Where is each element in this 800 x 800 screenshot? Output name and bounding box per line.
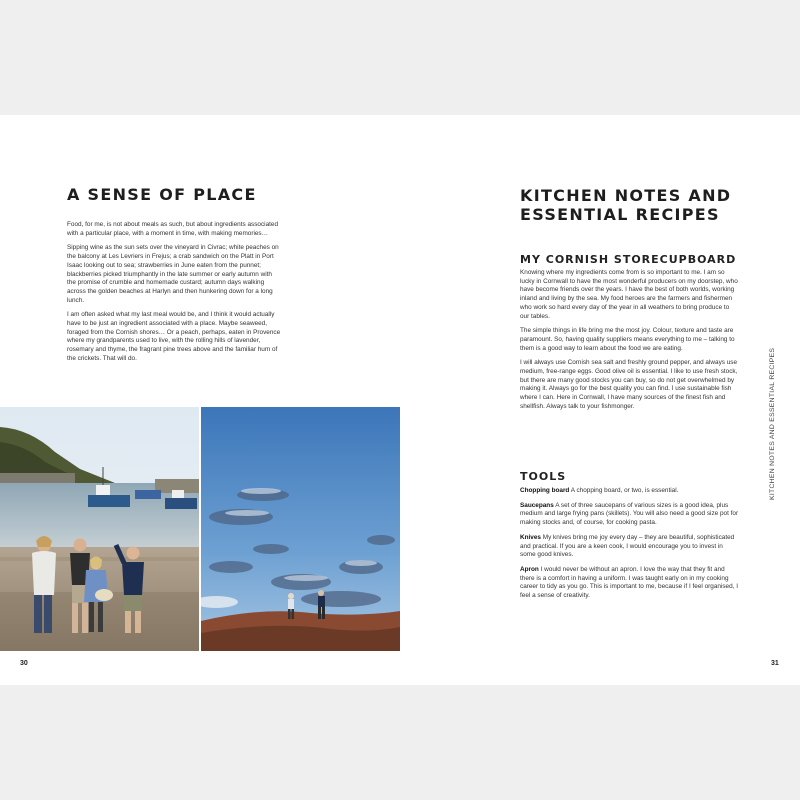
tool-text: I would never be without an apron. I love the way that they fit and there is a comfort in having a uniform. I was taught early on in my cooking career to tidy as you go. This is important to me, because if I feel organised, I feel a sense of creativity. (520, 565, 738, 600)
left-page-title: A SENSE OF PLACE (67, 185, 257, 204)
tool-entry (520, 487, 740, 496)
tool-text: My knives bring me joy every day – they are beautiful, sophisticated and practical. If you are a keen cook, I would encourage you to invest in some good knives. (520, 533, 735, 559)
tool-term: Chopping board (520, 487, 570, 494)
page-number-right: 31 (771, 660, 779, 667)
paragraph: The simple things in life bring me the most joy. Colour, texture and taste are paramount. So, having quality suppliers means everything to me – talking to them is a good way to learn about the food we are eating. (520, 327, 735, 352)
title-line-2: ESSENTIAL RECIPES (520, 205, 720, 224)
right-page (400, 115, 800, 685)
running-head: KITCHEN NOTES AND ESSENTIAL RECIPES (769, 347, 776, 500)
tool-entry (520, 566, 740, 601)
paragraph: I am often asked what my last meal would be, and I think it would actually have to be just an ingredient associated with a place. Maybe seaweed, foraged from the Cornish shores… Or a peach, perhaps, eaten in Provence where my grandparents used to live, with the rolling hills of lavender, rosemary and thyme, the fragrant pine trees above and the familiar hum of the crickets. That will do. (67, 311, 281, 362)
book-spread (0, 115, 800, 685)
tools-heading: TOOLS (520, 470, 567, 483)
cliff-walk-photo (201, 407, 400, 651)
paragraph: Sipping wine as the sun sets over the vineyard in Civrac; white peaches on the balcony at Les Levriers in Frejus; a crab sandwich on the Platt in Port Isaac looking out to sea; strawberries in June eaten from the punnet; blackberries picked triumphantly in the late summer or early autumn with the promise of crumble and homemade custard; autumn days walking across the golden beaches at Harlyn and then hunkering down for a long lunch. (67, 244, 279, 304)
paragraph: I will always use Cornish sea salt and freshly ground pepper, and always use medium, free-range eggs. Good olive oil is essential. I like to use fresh stock, but there are many good stocks you can buy, so do not get overwhelmed by making it. Always go for the best quality you can find. I use sustainable fish where I can. Here in Cornwall, I have many sources of the finest fish and shellfish. Always talk to your fishmonger. (520, 359, 738, 410)
storecupboard-body (520, 269, 740, 418)
tool-text: A set of three saucepans of various sizes is a good idea, plus medium and large frying pans (skillets). You will also need a good size pot for making stocks and, of course, for cooking pasta. (520, 501, 739, 527)
harbour-family-photo (0, 407, 199, 651)
paragraph: Knowing where my ingredients come from is so important to me. I am so lucky in Cornwall to have the most wonderful producers on my doorstep, who have become friends over the years. I have the best of both worlds, working inland and living by the sea. My food heroes are the farmers and fishermen who work so hard every day of the year in all weathers to bring produce to our tables. (520, 269, 738, 320)
tool-term: Saucepans (520, 501, 554, 509)
title-line-1: KITCHEN NOTES AND (520, 186, 732, 205)
page-number-left: 30 (20, 660, 28, 667)
storecupboard-heading: MY CORNISH STORECUPBOARD (520, 253, 737, 266)
tools-body (520, 487, 740, 607)
tool-entry (520, 502, 740, 528)
right-page-title (520, 186, 731, 224)
tool-entry (520, 534, 740, 560)
paragraph: Food, for me, is not about meals as such, but about ingredients associated with a particular place, with a moment in time, with making memories… (67, 221, 279, 237)
tool-text: A chopping board, or two, is essential. (570, 487, 679, 494)
tool-term: Knives (520, 533, 541, 541)
left-page-body (67, 221, 282, 370)
left-page (0, 115, 400, 685)
tool-term: Apron (520, 565, 539, 573)
